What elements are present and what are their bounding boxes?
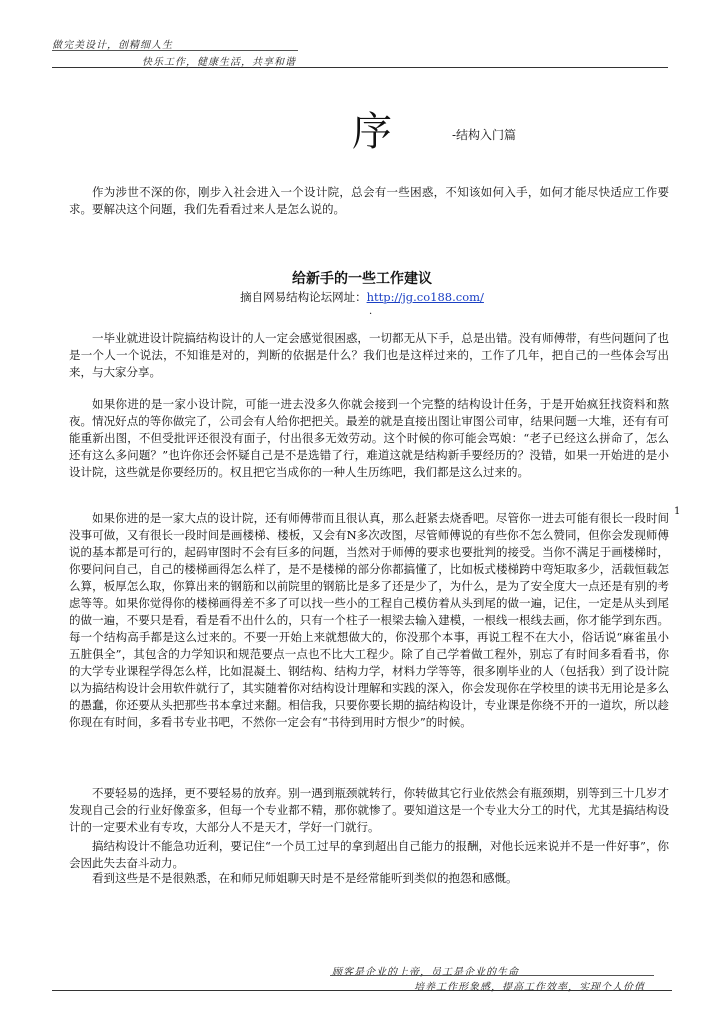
footer-slogan-2: 培养工作形象感，提高工作效率，实现个人价值: [414, 982, 645, 993]
page-subtitle: -结构入门篇: [452, 128, 517, 142]
article-source: [0, 289, 724, 305]
header-slogan-2: 快乐工作，健康生活，共享和谐: [142, 57, 296, 68]
article-paragraph-2: 如果你进的是一家小设计院，可能一进去没多久你就会接到一个完整的结构设计任务，于是开始疯狂找资料和熬夜。情况好点的等你做完了，公司会有人给你把把关。最差的就是直接出图让审图公司审，结果问题一大堆，还有有可能重新出图，不但受批评还很没有面子，付出很多无效劳动。这个时候的你可能会骂娘：“老子已经这么拼命了，怎么还有这么多问题？”也许你还会怀疑自己是不是选错了行，难道这就是结构新手要经历的？没错，如果一开始进的是小设计院，这些就是你要经历的。权且把它当成你的一种人生历练吧，我们都是这么过来的。: [69, 396, 669, 479]
footer-divider-short: [330, 975, 654, 976]
footer-divider: [52, 990, 672, 991]
article-paragraph-3: 如果你进的是一家大点的设计院，还有师傅带而且很认真，那么赶紧去烧香吧。尽管你一进去可能有很长一段时间没事可做，又有很长一段时间是画楼梯、楼板，又会有N多次改图，尽管师傅说的有些你不怎么赞同，但你会发现师傅说的基本都是可行的，起码审图时不会有巨多的问题，当然对于师傅的要求也要批判的接受。当你不满足于画楼梯时，你要问问自己，自己的楼梯画得怎么样了，是不是楼梯的部分你都搞懂了，比如板式楼梯跨中弯矩取多少，活载恒载怎么算，板厚怎么取，你算出来的钢筋和以前院里的钢筋比是多了还是少了，为什么，是为了安全度大一点还是有别的考虑等等。如果你觉得你的楼梯画得差不多了可以找一些小的工程自己模仿着从头到尾的做一遍，记住，一定是从头到尾的做一遍，不要只是看，看是看不出什么的，只有一个柱子一根梁去输入建模，一根线一根线去画，你才能学到东西。每一个结构高手都是这么过来的。不要一开始上来就想做大的，你没那个本事，再说工程不在大小，俗话说“麻雀虽小五脏俱全”，其包含的力学知识和规范要点一点也不比大工程少。除了自己学着做工程外，别忘了有时间多看看书，你的大学专业课程学得怎么样，比如混凝土、钢结构、结构力学，材料力学等等，很多刚毕业的人（包括我）到了设计院以为搞结构设计会用软件就行了，其实随着你对结构设计理解和实践的深入，你会发现你在学校里的读书无用论是多么的愚蠢，你还要从头把那些书本拿过来翻。相信我，只要你要长期的搞结构设计，专业课是你绕不开的一道坎，所以趁你现在有时间，多看书专业书吧，不然你一定会有“书待到用时方恨少”的时候。: [69, 510, 669, 729]
article-paragraph-5: 搞结构设计不能急功近利，要记住“一个员工过早的拿到超出自己能力的报酬，对他长远来说并不是一件好事”，你会因此失去奋斗动力。: [69, 838, 669, 870]
page-title: 序: [352, 109, 392, 155]
footer-slogan-1: 顾客是企业的上帝，员工是企业的生命: [332, 967, 519, 978]
intro-paragraph: 作为涉世不深的你，刚步入社会进入一个设计院，总会有一些困惑，不知该如何入手，如何才能尽快适应工作要求。要解决这个问题，我们先看看过来人是怎么说的。: [69, 184, 669, 216]
separator-dot: .: [369, 306, 373, 317]
page-number: 1: [674, 506, 681, 517]
header-divider: [52, 67, 668, 68]
article-paragraph-4: 不要轻易的选择，更不要轻易的放弃。别一遇到瓶颈就转行，你转做其它行业依然会有瓶颈期，别等到三十几岁才发现自己会的行业好像蛮多，但每一个专业都不精，那你就惨了。要知道这是一个专业大分工的时代，尤其是搞结构设计的一定要术业有专攻，大部分人不是天才，学好一门就行。: [69, 785, 669, 834]
source-link[interactable]: http://jg.co188.com/: [366, 290, 484, 304]
article-heading: 给新手的一些工作建议: [292, 271, 432, 287]
article-paragraph-6: 看到这些是不是很熟悉，在和师兄师姐聊天时是不是经常能听到类似的抱怨和感慨。: [92, 870, 518, 885]
source-prefix: 摘自网易结构论坛网址：: [240, 290, 367, 304]
header-slogan-1: 做完美设计，创精细人生: [52, 40, 173, 51]
header-divider-short: [52, 50, 298, 51]
article-paragraph-1: 一毕业就进设计院搞结构设计的人一定会感觉很困惑，一切都无从下手，总是出错。没有师傅带，有些问题问了也是一个人一个说法，不知谁是对的，判断的依据是什么？我们也是这样过来的，工作了几年，把自己的一些体会写出来，与大家分享。: [69, 330, 669, 379]
